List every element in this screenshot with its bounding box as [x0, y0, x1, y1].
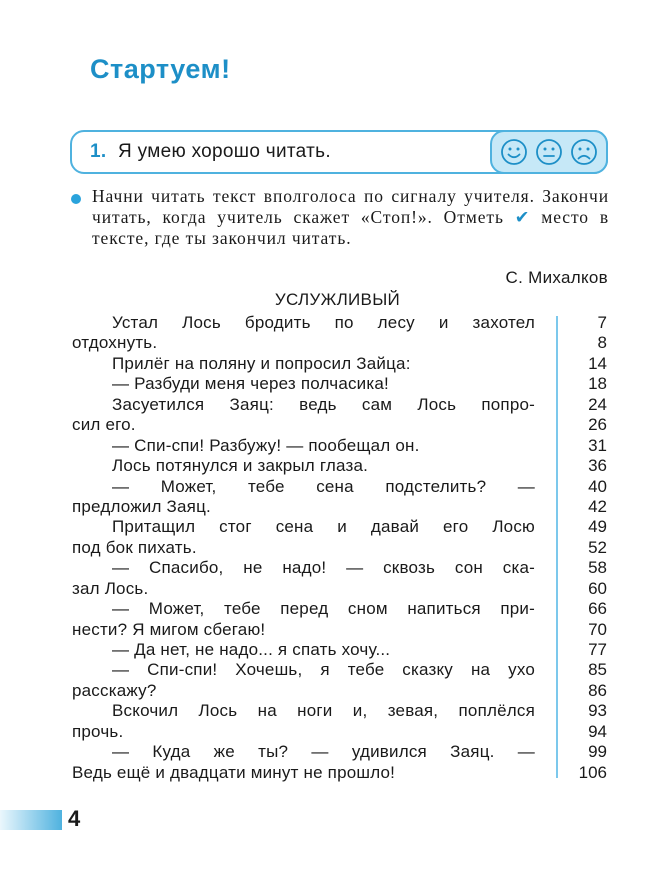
word-count: 18 — [588, 374, 607, 394]
word-count: 42 — [588, 496, 607, 516]
story-line-text: Притащил стог сена и давай его Лосю — [112, 517, 535, 537]
word-count: 99 — [588, 742, 607, 762]
story-line — [72, 517, 607, 537]
story-line — [72, 599, 607, 619]
word-count: 60 — [588, 578, 607, 598]
author: С. Михалков — [505, 268, 608, 287]
story-line-text: Прилёг на поляну и попросил Зайца: — [112, 353, 411, 373]
story-line-text: — Спасибо, не надо! — сквозь сон ска- — [112, 558, 535, 578]
story-line — [72, 415, 607, 435]
story-line — [72, 722, 607, 742]
story-line-text: Устал Лось бродить по лесу и захотел — [112, 313, 535, 332]
neutral-face-icon[interactable] — [535, 138, 563, 166]
story-line — [72, 436, 607, 456]
self-assessment-smileys — [490, 130, 608, 174]
story-text — [72, 313, 607, 783]
word-count: 49 — [588, 517, 607, 537]
page-title: Стартуем! — [90, 54, 231, 84]
word-count: 40 — [588, 476, 607, 496]
task-number: 1. — [90, 141, 107, 162]
story-line — [72, 620, 607, 640]
story-line-text: — Спи-спи! Разбужу! — пообещал он. — [112, 435, 420, 455]
story-line — [72, 579, 607, 599]
story-line — [72, 763, 607, 783]
word-count: 58 — [588, 558, 607, 578]
word-count: 70 — [588, 619, 607, 639]
story-line-text: под бок пихать. — [72, 537, 197, 557]
word-count: 106 — [578, 762, 607, 782]
story-line-text: зал Лось. — [72, 578, 149, 598]
story-line — [72, 497, 607, 517]
word-count: 86 — [588, 680, 607, 700]
story-line — [72, 333, 607, 353]
story-line-text: предложил Заяц. — [72, 496, 211, 516]
story-line-text: — Может, тебе сена подстелить? — — [112, 476, 535, 496]
story-line-text: расскажу? — [72, 680, 157, 700]
word-count: 8 — [597, 333, 607, 353]
story-line-text: Вскочил Лось на ноги и, зевая, поплёлся — [112, 701, 535, 721]
instruction-part2: место в тексте, где ты закончил читать. — [92, 206, 609, 248]
word-count: 77 — [588, 640, 607, 659]
story-line-text: Засуетился Заяц: ведь сам Лось попро- — [112, 394, 535, 414]
checkmark-icon: ✔ — [514, 207, 531, 228]
task-text: Я умею хорошо читать. — [118, 141, 331, 162]
story-line — [72, 538, 607, 558]
story-title: УСЛУЖЛИВЫЙ — [274, 290, 401, 309]
story-line-text: — Спи-спи! Хочешь, я тебе сказку на ухо — [112, 660, 535, 680]
story-line-text: — Да нет, не надо... я спать хочу... — [112, 640, 391, 659]
word-count: 52 — [588, 537, 607, 557]
story-line-text: — Куда же ты? — удивился Заяц. — — [112, 742, 535, 762]
word-count: 36 — [588, 456, 607, 476]
word-count-divider — [556, 316, 558, 778]
story-line — [72, 313, 607, 333]
instruction-text — [92, 186, 609, 249]
story-line-text: Ведь ещё и двадцати минут не прошло! — [72, 762, 396, 782]
word-count: 31 — [588, 435, 607, 455]
story-line-text: Лось потянулся и закрыл глаза. — [112, 456, 369, 476]
sad-face-icon[interactable] — [570, 138, 598, 166]
word-count: 93 — [588, 701, 607, 721]
story-line-text: нести? Я мигом сбегаю! — [72, 619, 266, 639]
story-line-text: — Может, тебе перед сном напиться при- — [112, 599, 535, 619]
word-count: 24 — [588, 394, 607, 414]
story-line — [72, 354, 607, 374]
word-count: 14 — [588, 353, 607, 373]
task-box — [70, 130, 608, 174]
story-line — [72, 681, 607, 701]
story-line-text: сил его. — [72, 415, 136, 435]
story-line — [72, 477, 607, 497]
story-line-text: прочь. — [72, 721, 124, 741]
story-line-text: отдохнуть. — [72, 333, 158, 353]
word-count: 66 — [588, 599, 607, 619]
word-count: 26 — [588, 415, 607, 435]
page-number: 4 — [68, 806, 81, 831]
word-count: 85 — [588, 660, 607, 680]
task-label — [90, 141, 331, 163]
story-line — [72, 558, 607, 578]
story-line-text: — Разбуди меня через полчасика! — [112, 374, 389, 394]
story-line — [72, 640, 607, 660]
happy-face-icon[interactable] — [500, 138, 528, 166]
footer-color-bar — [0, 810, 62, 830]
story-line — [72, 660, 607, 680]
story-line — [72, 395, 607, 415]
story-line — [72, 374, 607, 394]
story-line — [72, 701, 607, 721]
bullet-dot — [71, 194, 81, 204]
story-line — [72, 742, 607, 762]
story-line — [72, 456, 607, 476]
word-count: 94 — [588, 721, 607, 741]
word-count: 7 — [597, 313, 607, 332]
instruction-part1: Начни читать текст вполголоса по сигналу учителя. Закончи читать, когда учитель скажет «Стоп!». Отметь — [92, 186, 609, 227]
